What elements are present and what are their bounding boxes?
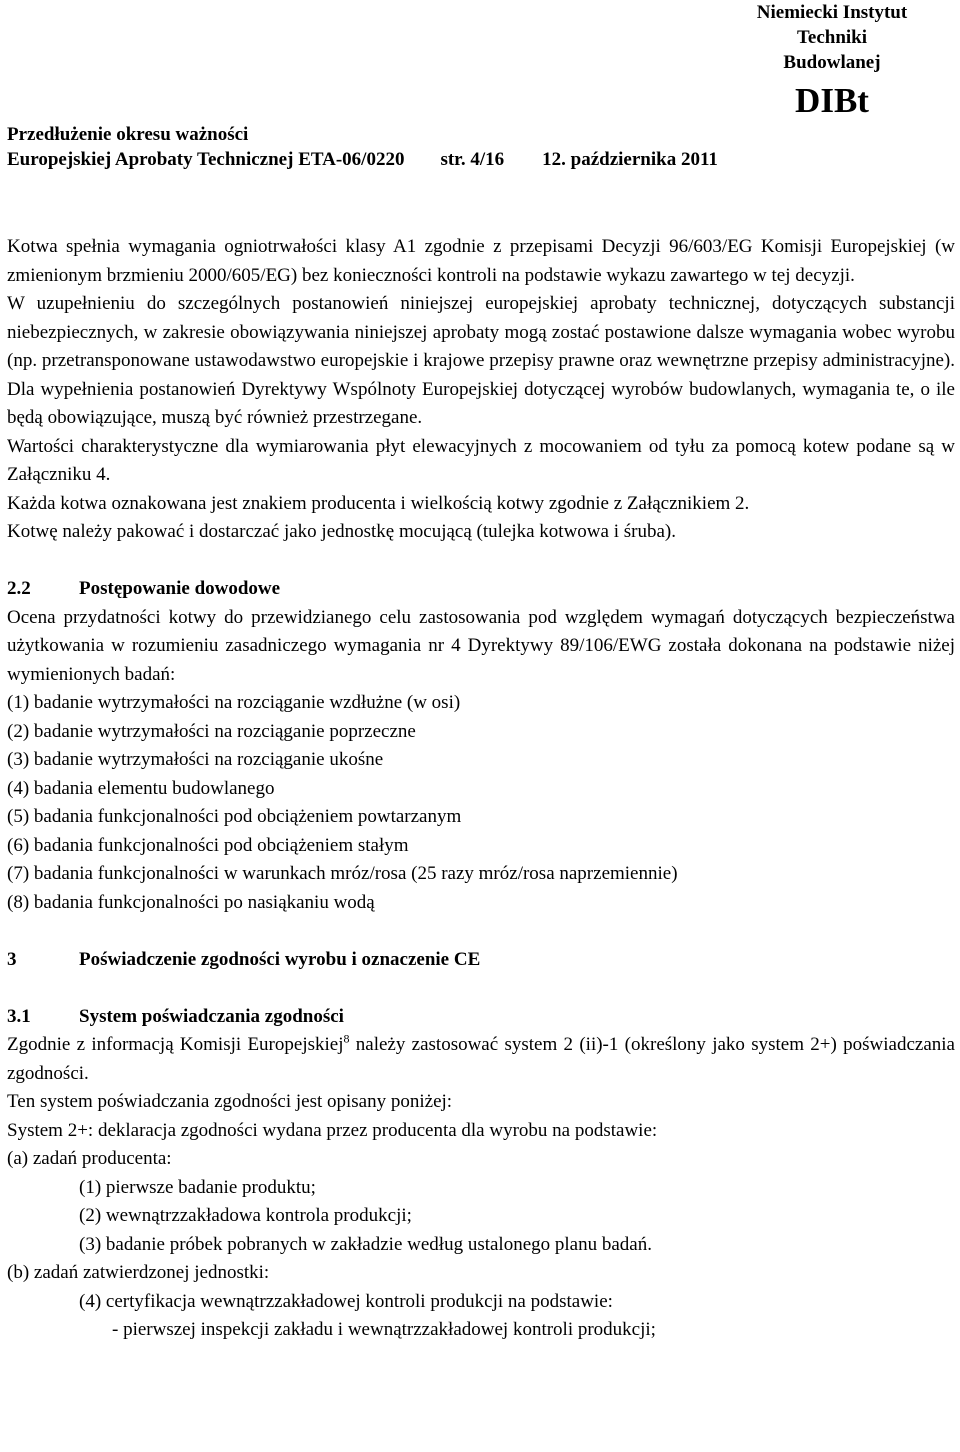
document-body — [7, 233, 955, 1345]
spacer — [7, 917, 955, 946]
list-item: (6) badania funkcjonalności pod obciążeniem stałym — [7, 834, 409, 856]
paragraph-dangerous-substances: W uzupełnieniu do szczególnych postanowień niniejszej europejskiej aprobaty technicznej, dotyczących substancji niebezpiecznych, w zakresie obowiązywania niniejszej aprobaty mogą zostać postawione dalsze wymagania wobec wyrobu (np. przetransponowane ustawodawstwo europejskie i krajowe przepisy prawne oraz wewnętrzne przepisy administracyjne). Dla wypełnienia postanowień Dyrektywy Wspólnoty Europejskiej dotyczącej wyrobów budowlanych, wymagania te, o ile będą obowiązujące, muszą być również przestrzegane. — [7, 293, 955, 428]
text-fragment: należy zastosować system 2 (ii)-1 (określony jako system 2+) poświadczania zgodności. — [7, 1034, 955, 1084]
institute-block — [722, 0, 942, 121]
section-heading-3 — [7, 946, 955, 975]
list-item: (3) badanie próbek pobranych w zakładzie według ustalonego planu badań. — [79, 1233, 652, 1255]
document-header — [7, 122, 718, 172]
institute-abbreviation: DIBt — [795, 81, 869, 120]
list-item: (3) badanie wytrzymałości na rozciąganie ukośne — [7, 749, 384, 770]
list-item: (1) pierwsze badanie produktu; — [79, 1176, 316, 1198]
paragraph-marking: Każda kotwa oznakowana jest znakiem producenta i wielkością kotwy zgodnie z Załącznikiem 2. — [7, 492, 750, 514]
header-title-line1: Przedłużenie okresu ważności — [7, 124, 249, 145]
list-item: (2) wewnątrzzakładowa kontrola produkcji; — [79, 1205, 412, 1226]
paragraph-assessment: Ocena przydatności kotwy do przewidzianego celu zastosowania pod względem wymagań dotyczących bezpieczeństwa użytkowania w rozumieniu zasadniczego wymagania nr 4 Dyrektywy 89/106/EWG została dokonana na podstawie niżej wymienionych badań: — [7, 606, 955, 685]
section-title: System poświadczania zgodności — [79, 1005, 344, 1027]
paragraph-fire-resistance: Kotwa spełnia wymagania ogniotrwałości klasy A1 zgodnie z przepisami Decyzji 96/603/EG Komisji Europejskiej (w zmienionym brzmieniu 2000/605/EG) bez konieczności kontroli na podstawie wykazu zawartego w tej decyzji. — [7, 236, 955, 286]
section-title: Postępowanie dowodowe — [79, 578, 281, 599]
paragraph-packaging: Kotwę należy pakować i dostarczać jako jednostkę mocującą (tulejka kotwowa i śruba). — [7, 521, 676, 542]
footnote-ref: 8 — [343, 1031, 350, 1046]
spacer — [7, 547, 955, 576]
test-list — [7, 689, 955, 917]
section-heading-3-1 — [7, 1003, 955, 1032]
notified-body-tasks-label: (b) zadań zatwierdzonej jednostki: — [7, 1262, 270, 1283]
section-heading-2-2 — [7, 575, 955, 604]
section-number: 2.2 — [7, 578, 31, 599]
paragraph-system-2plus: System 2+: deklaracja zgodności wydana przez producenta dla wyrobu na podstawie: — [7, 1119, 658, 1141]
list-item: (4) certyfikacja wewnątrzzakładowej kontroli produkcji na podstawie: — [79, 1290, 613, 1312]
text-fragment: Zgodnie z informacją Komisji Europejskiej — [7, 1034, 344, 1055]
list-item: (5) badania funkcjonalności pod obciążeniem powtarzanym — [7, 806, 462, 827]
spacer — [7, 974, 955, 1003]
header-title-row — [7, 147, 718, 172]
list-item: (8) badania funkcjonalności po nasiąkaniu wodą — [7, 891, 375, 913]
document-date: 12. października 2011 — [542, 149, 718, 170]
section-title: Poświadczenie zgodności wyrobu i oznaczenie CE — [79, 948, 481, 970]
manufacturer-tasks-label: (a) zadań producenta: — [7, 1148, 172, 1169]
institute-name-line3: Budowlanej — [783, 52, 881, 73]
paragraph-system-description: Ten system poświadczania zgodności jest opisany poniżej: — [7, 1091, 453, 1112]
page-number: str. 4/16 — [440, 149, 505, 170]
list-item: (4) badania elementu budowlanego — [7, 777, 275, 799]
section-number: 3.1 — [7, 1005, 31, 1027]
list-item: (1) badanie wytrzymałości na rozciąganie wzdłużne (w osi) — [7, 692, 461, 713]
list-item: (7) badania funkcjonalności w warunkach mróz/rosa (25 razy mróz/rosa naprzemiennie) — [7, 863, 678, 884]
header-title-line2: Europejskiej Aprobaty Technicznej ETA-06/0220 — [7, 149, 405, 170]
list-subitem: - pierwszej inspekcji zakładu i wewnątrzzakładowej kontroli produkcji; — [112, 1319, 656, 1340]
institute-name-line2: Techniki — [796, 27, 868, 48]
list-item: (2) badanie wytrzymałości na rozciąganie poprzeczne — [7, 720, 416, 742]
section-number: 3 — [7, 948, 17, 970]
institute-name-line1: Niemiecki Instytut — [756, 2, 908, 23]
paragraph-characteristic-values: Wartości charakterystyczne dla wymiarowania płyt elewacyjnych z mocowaniem od tyłu za pomocą kotew podane są w Załączniku 4. — [7, 435, 955, 485]
paragraph-conformity-system — [7, 1031, 955, 1088]
